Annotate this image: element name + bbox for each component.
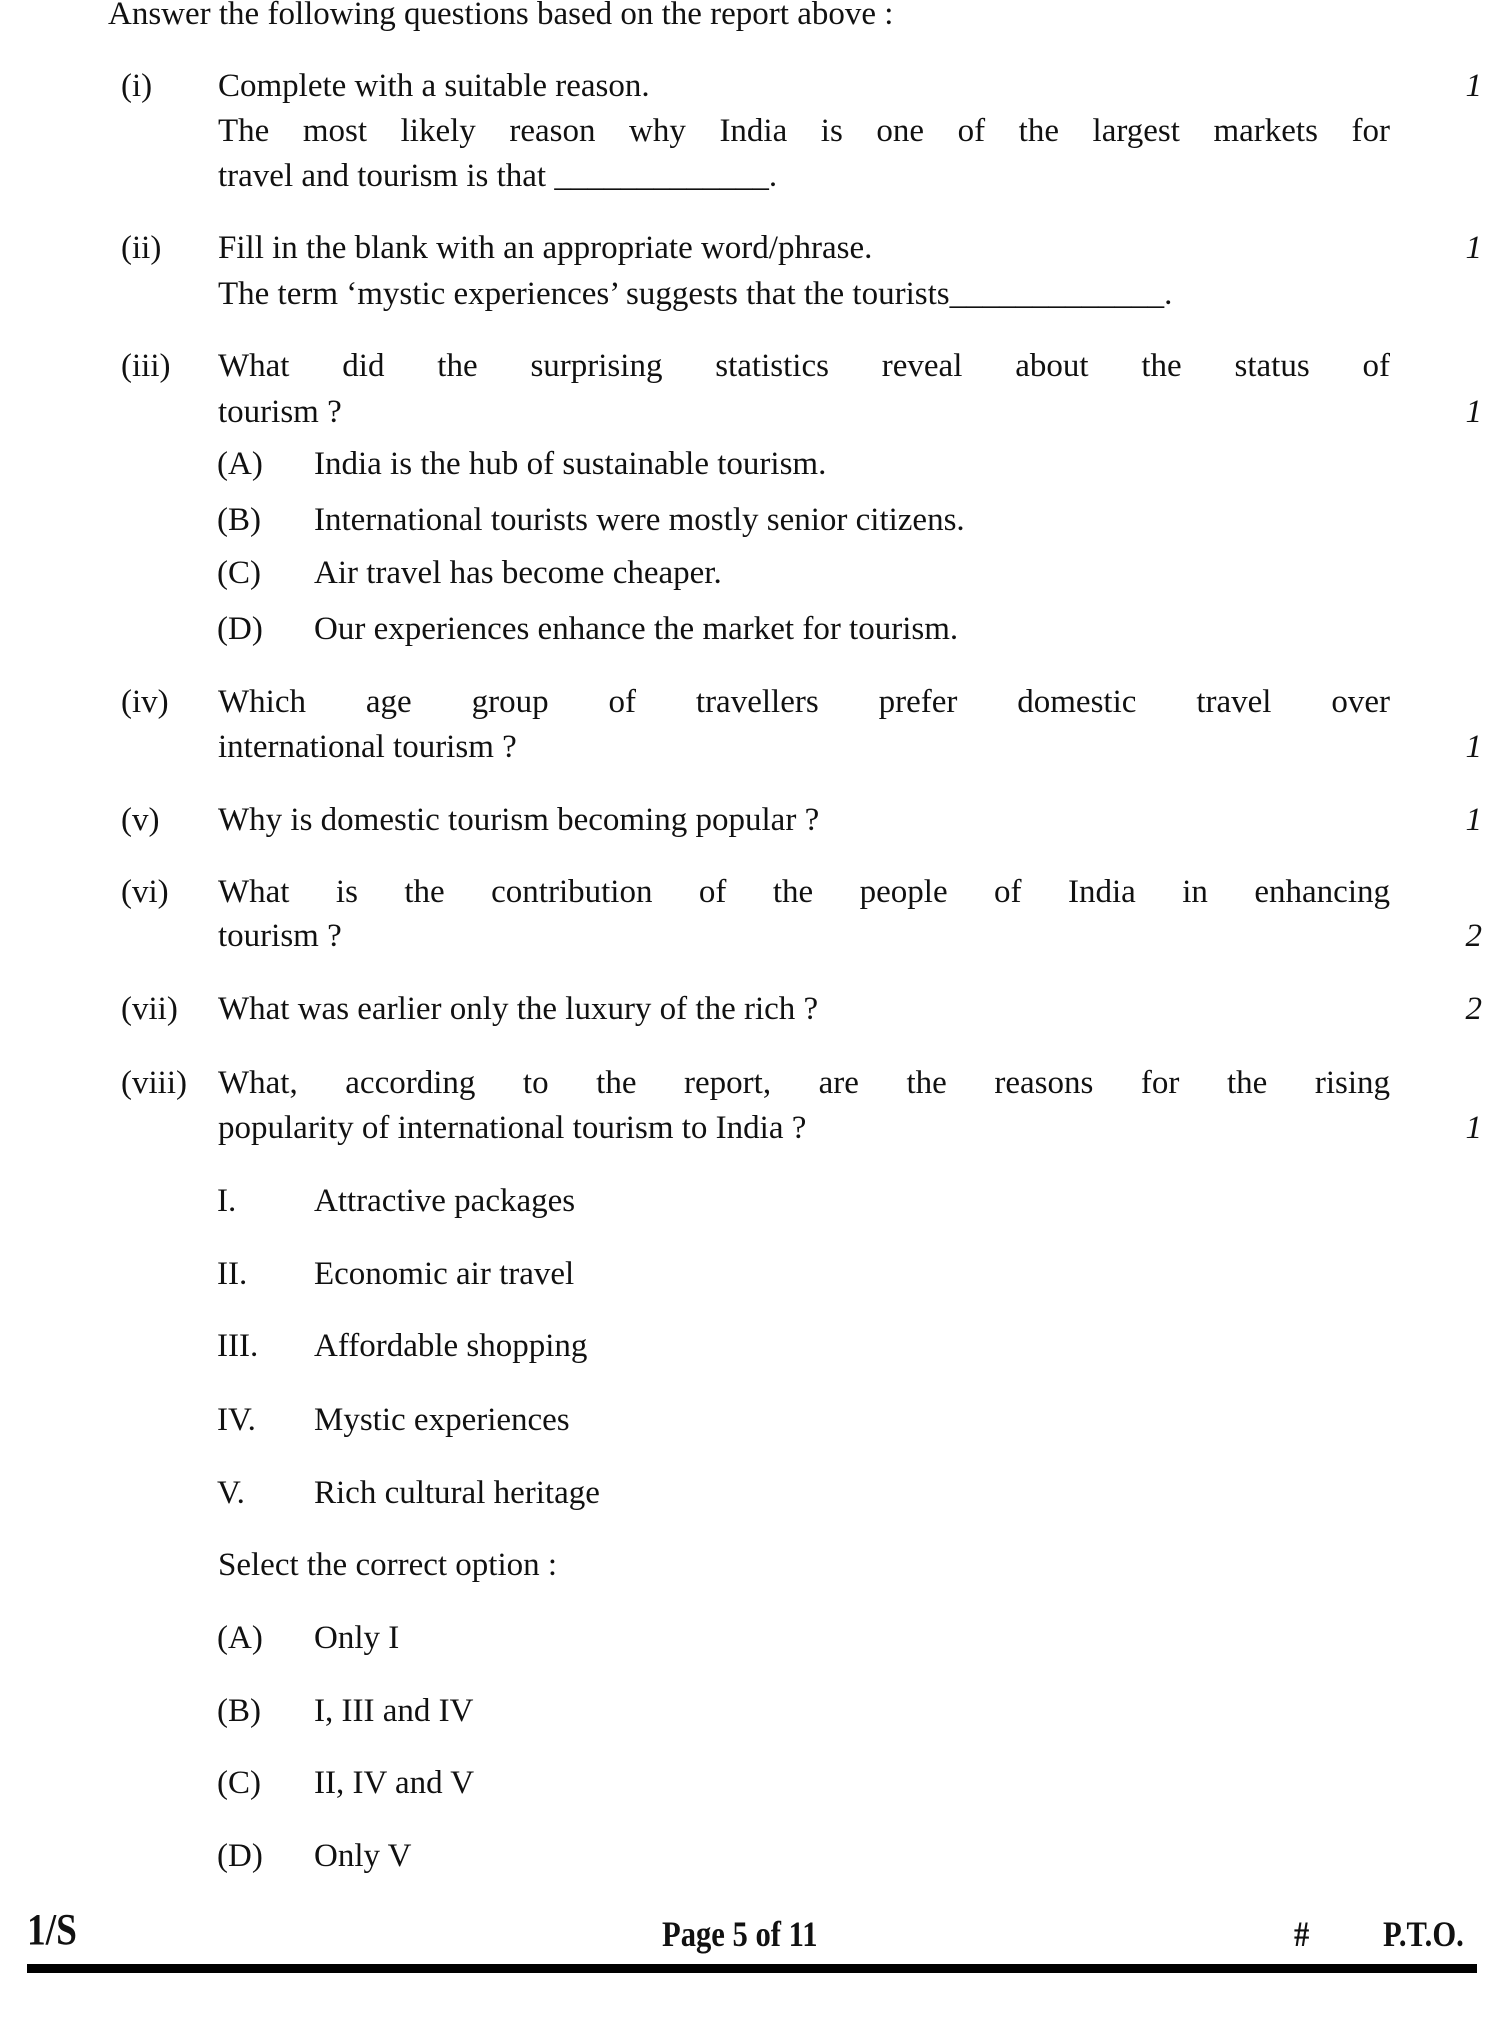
question-marks: 1 (1465, 1110, 1482, 1146)
question-text: What is the contribution of the people of India in enhancing (218, 874, 1390, 910)
statement-label: IV. (217, 1402, 256, 1438)
paper-code: 1/S (27, 1905, 77, 1954)
question-text: tourism ? (218, 918, 342, 954)
question-number: (i) (121, 68, 153, 104)
question-text: Why is domestic tourism becoming popular ? (218, 802, 820, 838)
statement-label: V. (217, 1475, 245, 1511)
question-number: (v) (121, 802, 160, 838)
question-marks: 2 (1465, 991, 1482, 1027)
option-label: (B) (217, 1693, 261, 1729)
option-text: Only V (314, 1838, 412, 1874)
question-text: Fill in the blank with an appropriate word/phrase. (218, 230, 873, 266)
option-label: (B) (217, 502, 261, 538)
option-text: Our experiences enhance the market for tourism. (314, 611, 959, 647)
question-text: What was earlier only the luxury of the rich ? (218, 991, 819, 1027)
question-number: (iv) (121, 684, 169, 720)
statement-text: Affordable shopping (314, 1328, 588, 1364)
option-label: (D) (217, 611, 263, 647)
statement-text: Rich cultural heritage (314, 1475, 600, 1511)
option-text: Air travel has become cheaper. (314, 555, 722, 591)
question-marks: 1 (1465, 230, 1482, 266)
section-instruction: Answer the following questions based on the report above : (108, 0, 894, 32)
option-text: II, IV and V (314, 1765, 475, 1801)
statement-label: III. (217, 1328, 259, 1364)
hash-mark: # (1294, 1914, 1310, 1954)
question-text: The term ‘mystic experiences’ suggests that the tourists_____________. (218, 276, 1173, 312)
option-text: India is the hub of sustainable tourism. (314, 446, 827, 482)
question-text: The most likely reason why India is one of the largest markets for (218, 113, 1390, 149)
footer-rule (27, 1964, 1477, 1973)
question-number: (ii) (121, 230, 162, 266)
option-label: (A) (217, 446, 263, 482)
option-label: (C) (217, 1765, 261, 1801)
question-marks: 1 (1465, 394, 1482, 430)
statement-text: Mystic experiences (314, 1402, 570, 1438)
question-text: tourism ? (218, 394, 342, 430)
question-marks: 2 (1465, 918, 1482, 954)
question-text: Complete with a suitable reason. (218, 68, 650, 104)
question-marks: 1 (1465, 68, 1482, 104)
option-text: I, III and IV (314, 1693, 474, 1729)
select-prompt: Select the correct option : (218, 1547, 558, 1583)
question-number: (viii) (121, 1065, 187, 1101)
statement-label: II. (217, 1256, 248, 1292)
question-number: (vii) (121, 991, 178, 1027)
option-label: (A) (217, 1620, 263, 1656)
question-marks: 1 (1465, 802, 1482, 838)
statement-label: I. (217, 1183, 237, 1219)
statement-text: Attractive packages (314, 1183, 576, 1219)
option-label: (D) (217, 1838, 263, 1874)
pto-label: P.T.O. (1383, 1914, 1464, 1954)
question-text: travel and tourism is that _____________. (218, 158, 778, 194)
statement-text: Economic air travel (314, 1256, 575, 1292)
option-text: Only I (314, 1620, 400, 1656)
question-text: popularity of international tourism to India ? (218, 1110, 807, 1146)
option-label: (C) (217, 555, 261, 591)
question-number: (vi) (121, 874, 169, 910)
question-marks: 1 (1465, 729, 1482, 765)
option-text: International tourists were mostly senior citizens. (314, 502, 965, 538)
question-text: What, according to the report, are the reasons for the rising (218, 1065, 1390, 1101)
question-text: What did the surprising statistics reveal about the status of (218, 348, 1390, 384)
question-text: international tourism ? (218, 729, 517, 765)
question-number: (iii) (121, 348, 171, 384)
question-text: Which age group of travellers prefer domestic travel over (218, 684, 1390, 720)
page-number: Page 5 of 11 (662, 1914, 818, 1954)
